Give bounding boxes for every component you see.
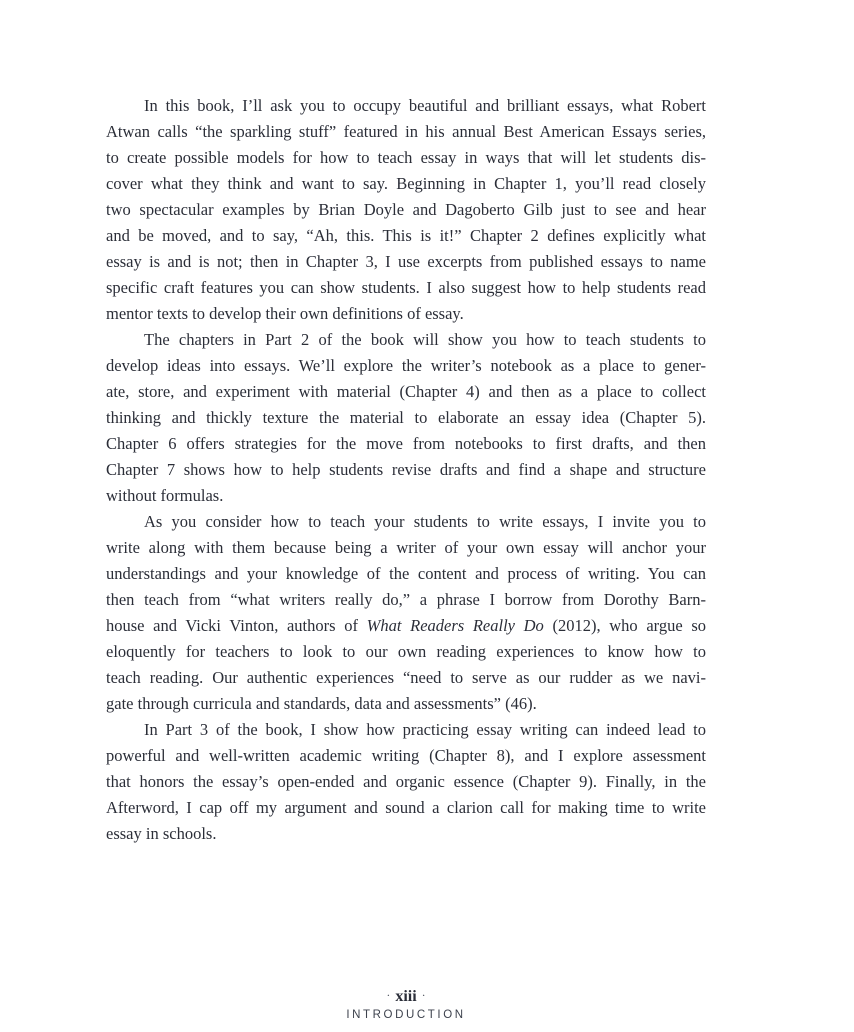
text-segment: understandings and your knowledge of the content and process of writing. You can [106,564,706,583]
text-segment: ate, store, and experiment with material (Chapter 4) and then as a place to collect [106,382,706,401]
text-segment: thinking and thickly texture the material to elaborate an essay idea (Chapter 5). [106,408,706,427]
text-segment: In this book, I’ll ask you to occupy beautiful and brilliant essays, what Robert [144,96,706,115]
text-line [106,301,706,327]
text-line [106,769,706,795]
text-segment: two spectacular examples by Brian Doyle and Dagoberto Gilb just to see and hear [106,200,706,219]
text-line [106,353,706,379]
text-segment: teach reading. Our authentic experiences “need to serve as our rudder as we navi- [106,668,706,687]
text-segment: The chapters in Part 2 of the book will show you how to teach students to [144,330,706,349]
text-segment: house and Vicki Vinton, authors of [106,616,367,635]
italic-book-title: What Readers Really Do [366,616,544,635]
text-segment: develop ideas into essays. We’ll explore the writer’s notebook as a place to gener- [106,356,706,375]
paragraph [106,93,706,327]
text-line [106,483,706,509]
text-line [106,821,706,847]
text-segment: without formulas. [106,486,224,505]
text-line [106,717,706,743]
page-number [106,988,706,1006]
text-segment: essay in schools. [106,824,217,843]
text-line [106,405,706,431]
text-line [106,93,706,119]
text-line [106,197,706,223]
text-line [106,119,706,145]
text-line [106,509,706,535]
text-segment: and be moved, and to say, “Ah, this. This is it!” Chapter 2 defines explicitly what [106,226,706,245]
text-line [106,431,706,457]
paragraph [106,327,706,509]
footer-section-label: INTRODUCTION [346,1009,466,1021]
text-segment: In Part 3 of the book, I show how practicing essay writing can indeed lead to [144,720,706,739]
page-footer [106,988,706,1021]
text-segment: then teach from “what writers really do,” a phrase I borrow from Dorothy Barn- [106,590,706,609]
text-segment: Chapter 6 offers strategies for the move from notebooks to first drafts, and then [106,434,706,453]
text-line [106,223,706,249]
folio-dot-left: · [386,988,391,1002]
text-line [106,743,706,769]
text-line [106,639,706,665]
text-segment: powerful and well-written academic writing (Chapter 8), and I explore assessment [106,746,706,765]
text-line [106,665,706,691]
text-line [106,327,706,353]
text-line [106,145,706,171]
text-segment: specific craft features you can show students. I also suggest how to help students read [106,278,706,297]
text-line [106,561,706,587]
text-segment: eloquently for teachers to look to our own reading experiences to know how to [106,642,706,661]
folio-dot-right: · [421,988,426,1002]
page-text [106,93,706,847]
paragraph [106,509,706,717]
text-segment: write along with them because being a writer of your own essay will anchor your [106,538,706,557]
text-segment: As you consider how to teach your students to write essays, I invite you to [144,512,706,531]
text-segment: Afterword, I cap off my argument and sound a clarion call for making time to write [106,798,706,817]
text-line [106,379,706,405]
text-segment: to create possible models for how to teach essay in ways that will let students dis- [106,148,706,167]
text-line [106,613,706,639]
text-line [106,535,706,561]
paragraph [106,717,706,847]
text-segment: essay is and is not; then in Chapter 3, I use excerpts from published essays to name [106,252,706,271]
text-line [106,249,706,275]
text-line [106,457,706,483]
folio-number: xiii [395,988,417,1005]
text-line [106,691,706,717]
text-segment: (2012), who argue so [543,616,706,635]
text-line [106,275,706,301]
text-segment: Chapter 7 shows how to help students revise drafts and find a shape and structure [106,460,706,479]
text-segment: Atwan calls “the sparkling stuff” featured in his annual Best American Essays series, [106,122,706,141]
text-segment: gate through curricula and standards, data and assessments” (46). [106,694,537,713]
text-segment: mentor texts to develop their own definitions of essay. [106,304,464,323]
text-line [106,795,706,821]
text-line [106,171,706,197]
text-line [106,587,706,613]
text-segment: cover what they think and want to say. Beginning in Chapter 1, you’ll read closely [106,174,706,193]
text-segment: that honors the essay’s open-ended and organic essence (Chapter 9). Finally, in the [106,772,706,791]
